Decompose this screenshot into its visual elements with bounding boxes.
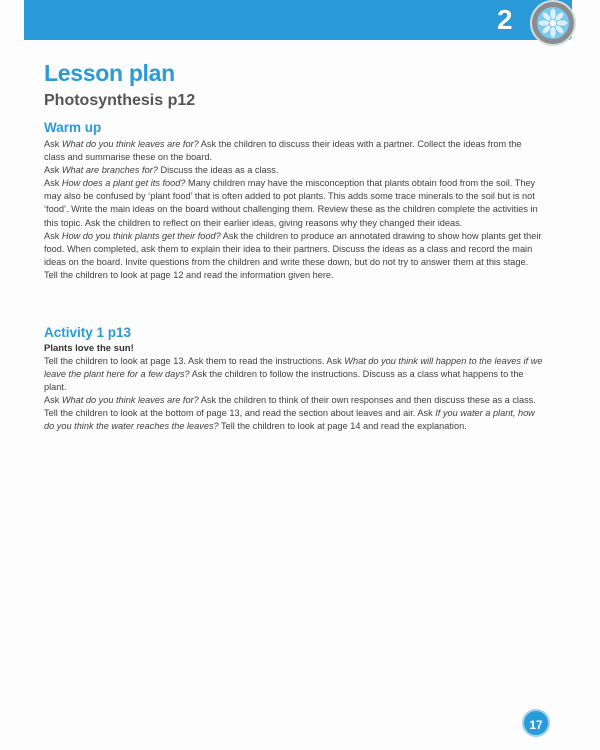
italic-question-text: What do you think leaves are for? <box>61 139 199 149</box>
chapter-badge <box>530 0 576 46</box>
italic-question-text: What do you think will happen to the leaves if we leave the plant here for a few days? <box>44 356 543 380</box>
warm-up-heading: Warm up <box>44 120 102 135</box>
paragraph-text: Tell the children to look at page 14 and read the explanation. <box>218 421 467 432</box>
page-title: Lesson plan <box>44 60 175 86</box>
chapter-number: 2 <box>497 4 513 35</box>
paragraph-text: Discuss the ideas as a class. <box>157 165 279 176</box>
paragraph-text: Ask the children to discuss their ideas with a partner. Collect the ideas from the class and summarise these on the board. <box>44 139 522 163</box>
paragraph-text: Ask <box>44 139 62 149</box>
activity-subheading: Plants love the sun! <box>44 343 134 354</box>
paragraph <box>44 269 544 282</box>
paragraph-text: Tell the children to look at page 13. Ask them to read the instructions. Ask <box>44 356 345 366</box>
paragraph <box>44 177 544 229</box>
activity-heading: Activity 1 p13 <box>44 325 132 340</box>
italic-question-text: What do you think leaves are for? <box>61 395 199 406</box>
paragraph-text: Ask <box>44 230 62 241</box>
paragraph <box>44 230 544 269</box>
paragraph-text: Ask <box>44 178 62 189</box>
page-subtitle: Photosynthesis p12 <box>44 92 196 109</box>
chapter-banner <box>24 0 572 40</box>
flower-icon <box>535 5 571 41</box>
italic-question-text: How do you think plants get their food? <box>61 230 221 241</box>
page-number: 17 <box>522 709 550 737</box>
warm-up-body <box>44 138 544 282</box>
paragraph <box>44 164 544 177</box>
paragraph-text: Ask the children to think of their own responses and then discuss these as a class. Tell the children to look at the bottom of page 13, and read the section about leaves and air. Ask <box>44 395 536 419</box>
paragraph-text: Tell the children to look at page 12 and read the information given here. <box>44 269 334 280</box>
italic-question-text: What are branches for? <box>61 165 158 176</box>
paragraph-text: Ask <box>44 395 62 406</box>
paragraph <box>44 394 544 433</box>
italic-question-text: If you water a plant, how do you think the water reaches the leaves? <box>44 408 535 432</box>
activity-section <box>44 325 544 434</box>
paragraph <box>44 355 544 394</box>
italic-question-text: How does a plant get its food? <box>61 178 186 189</box>
paragraph <box>44 138 544 164</box>
paragraph-text: Ask the children to produce an annotated drawing to show how plants get their food. When completed, ask them to explain their idea to their partners. Discuss the ideas as a class and record the main ideas on the board. Invite questions from the children and write these down, but do not try to answer them at this stage. <box>44 230 542 267</box>
paragraph-text: Ask the children to follow the instructions. Discuss as a class what happens to the plant. <box>44 369 524 393</box>
paragraph-text: Many children may have the misconception that plants obtain food from the soil. They may also be confused by ‘plant food’ that is often added to pot plants. This adds some trace minerals to the soil but is not ‘food’. Write the main ideas on the board without challenging them. Review these as the children complete the activities in this topic. Ask the children to reflect on their earlier ideas, giving reasons why they changed their ideas. <box>44 178 538 228</box>
activity-body <box>44 355 544 434</box>
paragraph-text: Ask <box>44 165 62 176</box>
warm-up-section <box>44 120 544 282</box>
